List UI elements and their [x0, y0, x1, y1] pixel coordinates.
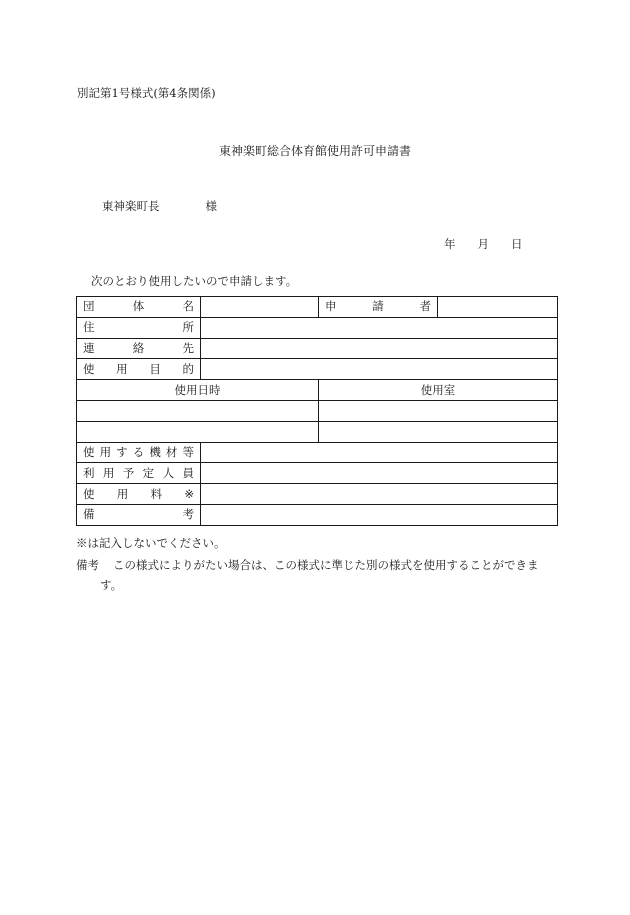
label-char: 用 [102, 465, 115, 480]
document-title: 東神楽町総合体育館使用許可申請書 [218, 144, 411, 158]
field-room-2[interactable] [319, 421, 558, 442]
label-fee [77, 484, 201, 505]
field-fee[interactable] [201, 484, 558, 505]
label-char: 等 [182, 444, 194, 459]
label-char: 体 [132, 299, 145, 314]
label-char: 目 [149, 361, 161, 376]
remarks-text-line-1: この様式によりがたい場合は、この様式に準じた別の様式を使用することができま [113, 558, 539, 572]
label-address [77, 317, 201, 338]
label-char: 所 [182, 320, 194, 335]
row-organization [77, 297, 558, 318]
label-remarks [77, 504, 201, 525]
field-equipment[interactable] [201, 442, 558, 463]
label-char: す [116, 444, 128, 459]
row-equipment [77, 442, 558, 463]
field-organization[interactable] [201, 297, 319, 318]
remarks-note [76, 555, 556, 595]
field-datetime-1[interactable] [77, 400, 319, 421]
date-day-label: 日 [511, 237, 523, 251]
label-char: 使 [83, 444, 95, 459]
label-char: 絡 [132, 340, 145, 355]
row-contact [77, 338, 558, 359]
label-applicant [319, 297, 438, 318]
label-char: る [132, 444, 145, 459]
label-char: 先 [182, 340, 194, 355]
label-char: 連 [83, 340, 95, 355]
row-schedule-2 [77, 421, 558, 442]
application-form-table [76, 296, 558, 526]
label-char: 料 [150, 486, 163, 501]
row-remarks [77, 504, 558, 525]
label-char: 員 [182, 465, 194, 480]
label-equipment [77, 442, 201, 463]
label-char: 使 [83, 486, 95, 501]
field-applicant[interactable] [438, 297, 558, 318]
label-char: ※ [184, 486, 194, 501]
field-remarks[interactable] [201, 504, 558, 525]
date-line [444, 236, 523, 252]
label-char: 団 [83, 299, 95, 314]
label-purpose [77, 359, 201, 380]
label-char: 的 [182, 361, 194, 376]
label-contact [77, 338, 201, 359]
asterisk-note: ※は記入しないでください。 [76, 536, 226, 550]
label-char: 名 [182, 299, 194, 314]
row-schedule-1 [77, 400, 558, 421]
honorific: 様 [205, 199, 217, 213]
label-char: 用 [116, 361, 128, 376]
label-organization [77, 297, 201, 318]
field-room-1[interactable] [319, 400, 558, 421]
label-char: 備 [83, 507, 95, 522]
header-room: 使用室 [319, 380, 558, 401]
remarks-heading: 備考 [76, 558, 99, 572]
addressee [102, 198, 217, 214]
field-attendees[interactable] [201, 463, 558, 484]
date-month-label: 月 [477, 237, 489, 251]
field-contact[interactable] [201, 338, 558, 359]
field-datetime-2[interactable] [77, 421, 319, 442]
label-char: 考 [182, 507, 194, 522]
header-datetime: 使用日時 [77, 380, 319, 401]
intro-text: 次のとおり使用したいので申請します。 [91, 274, 298, 288]
label-char: 定 [142, 465, 155, 480]
label-char: 人 [162, 465, 175, 480]
remarks-text-line-2: す。 [100, 578, 123, 592]
label-char: 材 [165, 444, 178, 459]
row-purpose [77, 359, 558, 380]
label-char: 申 [325, 299, 337, 314]
label-char: 用 [116, 486, 129, 501]
form-reference: 別記第1号様式(第4条関係) [77, 86, 216, 100]
label-char: 使 [83, 361, 95, 376]
label-char: 用 [99, 444, 112, 459]
label-char: 住 [83, 320, 95, 335]
row-address [77, 317, 558, 338]
label-char: 予 [122, 465, 135, 480]
field-purpose[interactable] [201, 359, 558, 380]
row-schedule-header [77, 380, 558, 401]
field-address[interactable] [201, 317, 558, 338]
label-char: 請 [372, 299, 384, 314]
label-char: 利 [83, 465, 95, 480]
row-fee [77, 484, 558, 505]
label-attendees [77, 463, 201, 484]
addressee-name: 東神楽町長 [102, 199, 160, 213]
label-char: 者 [419, 299, 431, 314]
row-attendees [77, 463, 558, 484]
date-year-label: 年 [444, 237, 456, 251]
label-char: 機 [149, 444, 161, 459]
